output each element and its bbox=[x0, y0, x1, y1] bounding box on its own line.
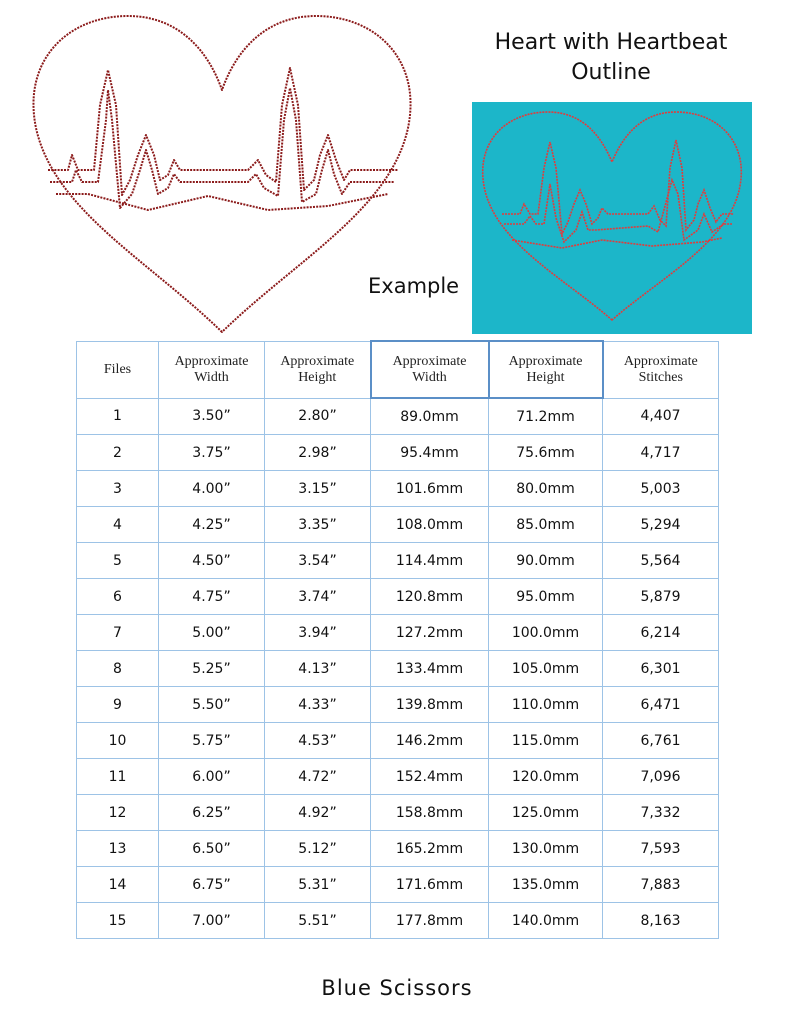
width-mm-cell: 171.6mm bbox=[371, 867, 489, 903]
heart-heartbeat-design bbox=[28, 10, 416, 340]
width-inches-cell: 5.50” bbox=[159, 687, 265, 723]
table-row bbox=[77, 543, 719, 579]
width-inches-cell: 3.50” bbox=[159, 398, 265, 435]
stitch-count-cell: 6,301 bbox=[603, 651, 719, 687]
width-inches-cell: 4.00” bbox=[159, 471, 265, 507]
table-row bbox=[77, 795, 719, 831]
file-number-cell: 4 bbox=[77, 507, 159, 543]
width-inches-cell: 4.50” bbox=[159, 543, 265, 579]
height-mm-cell: 80.0mm bbox=[489, 471, 603, 507]
height-mm-cell: 115.0mm bbox=[489, 723, 603, 759]
table-row bbox=[77, 615, 719, 651]
brand-footer: Blue Scissors bbox=[321, 976, 473, 1000]
height-mm-cell: 100.0mm bbox=[489, 615, 603, 651]
width-inches-cell: 5.00” bbox=[159, 615, 265, 651]
height-mm-cell: 110.0mm bbox=[489, 687, 603, 723]
heartbeat-lower bbox=[56, 194, 388, 210]
table-row bbox=[77, 579, 719, 615]
stitch-count-cell: 5,294 bbox=[603, 507, 719, 543]
file-number-cell: 14 bbox=[77, 867, 159, 903]
width-mm-cell: 101.6mm bbox=[371, 471, 489, 507]
width-mm-cell: 139.8mm bbox=[371, 687, 489, 723]
table-row bbox=[77, 759, 719, 795]
stitch-count-cell: 7,096 bbox=[603, 759, 719, 795]
header-height-mm: Approximate Height bbox=[489, 341, 603, 398]
width-inches-cell: 3.75” bbox=[159, 435, 265, 471]
stitch-count-cell: 4,717 bbox=[603, 435, 719, 471]
width-inches-cell: 4.75” bbox=[159, 579, 265, 615]
file-number-cell: 7 bbox=[77, 615, 159, 651]
width-mm-cell: 177.8mm bbox=[371, 903, 489, 939]
width-mm-cell: 165.2mm bbox=[371, 831, 489, 867]
title-line-2: Outline bbox=[571, 60, 651, 85]
example-stitched-heart bbox=[472, 102, 752, 334]
height-inches-cell: 4.13” bbox=[265, 651, 371, 687]
height-inches-cell: 2.98” bbox=[265, 435, 371, 471]
table-row bbox=[77, 903, 719, 939]
heartbeat-inner bbox=[50, 88, 394, 208]
table-row bbox=[77, 507, 719, 543]
table-row bbox=[77, 471, 719, 507]
width-mm-cell: 158.8mm bbox=[371, 795, 489, 831]
stitch-count-cell: 6,761 bbox=[603, 723, 719, 759]
height-mm-cell: 95.0mm bbox=[489, 579, 603, 615]
height-mm-cell: 130.0mm bbox=[489, 831, 603, 867]
width-inches-cell: 6.00” bbox=[159, 759, 265, 795]
file-number-cell: 13 bbox=[77, 831, 159, 867]
height-inches-cell: 3.54” bbox=[265, 543, 371, 579]
heart-outline bbox=[33, 16, 410, 332]
file-number-cell: 8 bbox=[77, 651, 159, 687]
width-mm-cell: 108.0mm bbox=[371, 507, 489, 543]
width-inches-cell: 7.00” bbox=[159, 903, 265, 939]
title-line-1: Heart with Heartbeat bbox=[494, 30, 728, 55]
header-files: Files bbox=[77, 341, 159, 398]
table-row bbox=[77, 723, 719, 759]
height-mm-cell: 90.0mm bbox=[489, 543, 603, 579]
height-inches-cell: 5.51” bbox=[265, 903, 371, 939]
stitch-count-cell: 5,003 bbox=[603, 471, 719, 507]
stitch-count-cell: 5,879 bbox=[603, 579, 719, 615]
height-inches-cell: 5.31” bbox=[265, 867, 371, 903]
width-inches-cell: 5.75” bbox=[159, 723, 265, 759]
file-number-cell: 10 bbox=[77, 723, 159, 759]
table-row bbox=[77, 435, 719, 471]
size-table bbox=[76, 340, 719, 939]
table-row bbox=[77, 687, 719, 723]
height-inches-cell: 3.74” bbox=[265, 579, 371, 615]
file-number-cell: 3 bbox=[77, 471, 159, 507]
height-mm-cell: 140.0mm bbox=[489, 903, 603, 939]
design-title bbox=[452, 28, 770, 88]
height-mm-cell: 120.0mm bbox=[489, 759, 603, 795]
stitch-count-cell: 7,883 bbox=[603, 867, 719, 903]
table-row bbox=[77, 398, 719, 435]
example-label: Example bbox=[368, 274, 460, 298]
height-inches-cell: 4.53” bbox=[265, 723, 371, 759]
height-inches-cell: 5.12” bbox=[265, 831, 371, 867]
file-number-cell: 2 bbox=[77, 435, 159, 471]
height-mm-cell: 125.0mm bbox=[489, 795, 603, 831]
file-number-cell: 9 bbox=[77, 687, 159, 723]
file-number-cell: 5 bbox=[77, 543, 159, 579]
width-inches-cell: 5.25” bbox=[159, 651, 265, 687]
width-inches-cell: 6.25” bbox=[159, 795, 265, 831]
file-number-cell: 6 bbox=[77, 579, 159, 615]
width-mm-cell: 95.4mm bbox=[371, 435, 489, 471]
width-mm-cell: 114.4mm bbox=[371, 543, 489, 579]
stitch-count-cell: 7,332 bbox=[603, 795, 719, 831]
header-width-mm: Approximate Width bbox=[371, 341, 489, 398]
height-inches-cell: 4.92” bbox=[265, 795, 371, 831]
width-mm-cell: 89.0mm bbox=[371, 398, 489, 435]
stitch-count-cell: 4,407 bbox=[603, 398, 719, 435]
width-inches-cell: 6.50” bbox=[159, 831, 265, 867]
width-mm-cell: 152.4mm bbox=[371, 759, 489, 795]
header-height-in: Approximate Height bbox=[265, 341, 371, 398]
stitch-count-cell: 6,214 bbox=[603, 615, 719, 651]
width-inches-cell: 6.75” bbox=[159, 867, 265, 903]
height-mm-cell: 75.6mm bbox=[489, 435, 603, 471]
stitch-count-cell: 5,564 bbox=[603, 543, 719, 579]
width-mm-cell: 146.2mm bbox=[371, 723, 489, 759]
file-number-cell: 12 bbox=[77, 795, 159, 831]
table-row bbox=[77, 831, 719, 867]
header-width-in: Approximate Width bbox=[159, 341, 265, 398]
height-mm-cell: 135.0mm bbox=[489, 867, 603, 903]
height-mm-cell: 105.0mm bbox=[489, 651, 603, 687]
stitch-count-cell: 8,163 bbox=[603, 903, 719, 939]
height-inches-cell: 3.15” bbox=[265, 471, 371, 507]
height-inches-cell: 3.94” bbox=[265, 615, 371, 651]
file-number-cell: 11 bbox=[77, 759, 159, 795]
table-row bbox=[77, 651, 719, 687]
height-inches-cell: 4.72” bbox=[265, 759, 371, 795]
height-inches-cell: 4.33” bbox=[265, 687, 371, 723]
header-stitches: Approximate Stitches bbox=[603, 341, 719, 398]
height-inches-cell: 2.80” bbox=[265, 398, 371, 435]
stitch-count-cell: 6,471 bbox=[603, 687, 719, 723]
height-mm-cell: 85.0mm bbox=[489, 507, 603, 543]
width-mm-cell: 120.8mm bbox=[371, 579, 489, 615]
example-photo bbox=[472, 102, 752, 334]
file-number-cell: 15 bbox=[77, 903, 159, 939]
height-inches-cell: 3.35” bbox=[265, 507, 371, 543]
width-mm-cell: 127.2mm bbox=[371, 615, 489, 651]
file-number-cell: 1 bbox=[77, 398, 159, 435]
stitch-count-cell: 7,593 bbox=[603, 831, 719, 867]
header-row bbox=[77, 341, 719, 398]
width-mm-cell: 133.4mm bbox=[371, 651, 489, 687]
width-inches-cell: 4.25” bbox=[159, 507, 265, 543]
height-mm-cell: 71.2mm bbox=[489, 398, 603, 435]
table-row bbox=[77, 867, 719, 903]
